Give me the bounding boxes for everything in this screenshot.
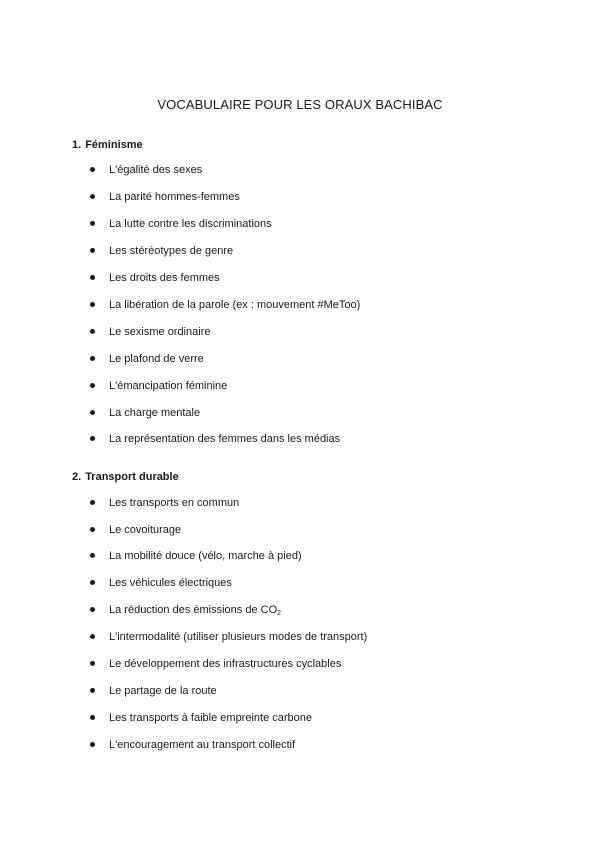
list-item-text: Les véhicules électriques: [109, 577, 232, 589]
list-item-text: La libération de la parole (ex : mouvement #MeToo): [109, 299, 361, 311]
bullet-icon: [90, 302, 95, 307]
list-item-text: L'intermodalité (utiliser plusieurs modes de transport): [109, 631, 368, 643]
bullet-icon: [90, 634, 95, 639]
list-item-text: Les transports en commun: [109, 497, 240, 509]
list-item-text: Le partage de la route: [109, 685, 217, 697]
bullet-icon: [90, 275, 95, 280]
bullet-icon: [90, 715, 95, 720]
list-item-text: La charge mentale: [109, 407, 201, 419]
bullet-icon: [90, 553, 95, 558]
list-item-text: Le sexisme ordinaire: [109, 326, 211, 338]
list-item-text: Le plafond de verre: [109, 353, 204, 365]
bullet-icon: [90, 167, 95, 172]
bullet-icon: [90, 607, 95, 612]
list-item-text: La lutte contre les discriminations: [109, 218, 272, 230]
list-item-text: Les transports à faible empreinte carbone: [109, 712, 313, 724]
co2-item-text: La réduction des émissions de CO: [109, 604, 278, 616]
bullet-icon: [90, 688, 95, 693]
bullet-icon: [90, 248, 95, 253]
list-item-text: La parité hommes-femmes: [109, 191, 240, 203]
list-item-text: Le covoiturage: [109, 524, 182, 536]
list-item-text: La mobilité douce (vélo, marche à pied): [109, 550, 302, 562]
section-number: 1.: [72, 139, 82, 151]
bullet-icon: [90, 580, 95, 585]
section-heading-feminisme: [72, 139, 143, 151]
bullet-icon: [90, 742, 95, 747]
bullet-icon: [90, 500, 95, 505]
section-title: Transport durable: [85, 471, 179, 483]
list-item-text: La représentation des femmes dans les médias: [109, 433, 341, 445]
section-heading-transport-durable: [72, 471, 179, 483]
document-title: VOCABULAIRE POUR LES ORAUX BACHIBAC: [157, 97, 443, 112]
list-item-text: L'égalité des sexes: [109, 164, 203, 176]
bullet-icon: [90, 661, 95, 666]
list-item-text: Les droits des femmes: [109, 272, 220, 284]
section-number: 2.: [72, 471, 82, 483]
list-item-text: Les stéréotypes de genre: [109, 245, 234, 257]
list-item-text: L'encouragement au transport collectif: [109, 739, 296, 751]
list-item-text: Le développement des infrastructures cyclables: [109, 658, 342, 670]
list-item-text: [109, 603, 281, 617]
bullet-icon: [90, 436, 95, 441]
bullet-icon: [90, 527, 95, 532]
bullet-icon: [90, 194, 95, 199]
bullet-icon: [90, 356, 95, 361]
bullet-icon: [90, 329, 95, 334]
bullet-icon: [90, 221, 95, 226]
section-title: Féminisme: [85, 139, 143, 151]
bullet-icon: [90, 383, 95, 388]
bullet-icon: [90, 410, 95, 415]
co2-subscript: 2: [277, 610, 282, 617]
list-item-text: L'émancipation féminine: [109, 380, 228, 392]
